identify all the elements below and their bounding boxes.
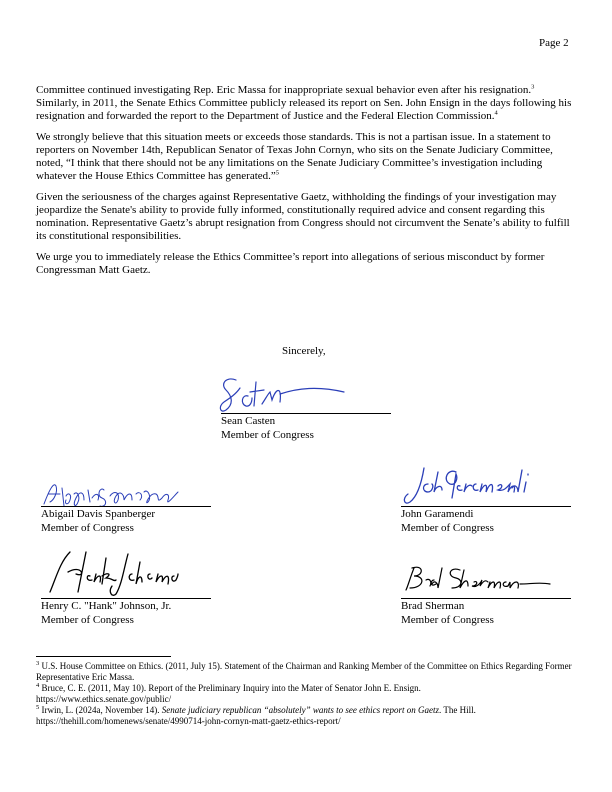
signature-garamendi bbox=[400, 462, 550, 508]
paragraph-1-text-b: Similarly, in 2011, the Senate Ethics Committee publicly released its report on Sen. John Ensign in the days following his resignation and forwarded the report to the Department of Justice and the Federal Election Commission. bbox=[36, 97, 572, 122]
signer-name: Henry C. "Hank" Johnson, Jr. bbox=[41, 600, 172, 612]
signature-block-spanberger bbox=[41, 506, 211, 535]
closing: Sincerely, bbox=[282, 345, 326, 357]
signature-block-johnson bbox=[41, 598, 211, 627]
paragraph-1-text-a: Committee continued investigating Rep. Eric Massa for inappropriate sexual behavior even after his resignation. bbox=[36, 84, 532, 96]
signer-name: Abigail Davis Spanberger bbox=[41, 508, 156, 520]
paragraph-2-text: We strongly believe that this situation meets or exceeds those standards. This is not a partisan issue. In a statement to reporters on November 14th, Republican Senator of Texas John Cornyn, who sits on the Senate Judiciary Committee, noted, “I think that there should not be any limitations on the Senate Judiciary Committee’s investigation including whatever the House Ethics Committee has generated.” bbox=[36, 131, 553, 182]
footnote-ref-4[interactable]: 4 bbox=[494, 109, 498, 117]
paragraph-1 bbox=[36, 84, 576, 123]
footnote-4 bbox=[36, 683, 581, 704]
signature-block-garamendi bbox=[401, 506, 571, 535]
page-number: Page 2 bbox=[539, 37, 569, 49]
footnote-separator bbox=[36, 656, 171, 657]
footnote-number: 3 bbox=[36, 660, 40, 667]
paragraph-2 bbox=[36, 131, 576, 183]
footnote-article-title: Senate judiciary republican “absolutely” wants to see ethics report on Gaetz bbox=[161, 705, 440, 715]
footnote-link[interactable]: https://thehill.com/homenews/senate/4990714-john-cornyn-matt-gaetz-ethics-report/ bbox=[36, 715, 341, 726]
signer-name: Sean Casten bbox=[221, 415, 276, 427]
signer-name: Brad Sherman bbox=[401, 600, 465, 612]
footnote-3 bbox=[36, 661, 581, 682]
signer-title: Member of Congress bbox=[401, 614, 494, 626]
signer-name: John Garamendi bbox=[401, 508, 474, 520]
signature-johnson bbox=[42, 548, 192, 600]
signer-title: Member of Congress bbox=[41, 614, 134, 626]
footnote-number: 4 bbox=[36, 682, 40, 689]
signer-title: Member of Congress bbox=[41, 522, 134, 534]
footnote-source: . The Hill. bbox=[439, 705, 476, 715]
signature-casten bbox=[218, 374, 348, 416]
footnote-link[interactable]: https://www.ethics.senate.gov/public/ bbox=[36, 693, 172, 704]
signature-block-casten bbox=[221, 413, 391, 442]
signature-sherman bbox=[404, 562, 554, 594]
signature-block-sherman bbox=[401, 598, 571, 627]
signer-title: Member of Congress bbox=[221, 429, 314, 441]
signer-title: Member of Congress bbox=[401, 522, 494, 534]
footnote-text: Irwin, L. (2024a, November 14). bbox=[39, 705, 162, 715]
footnote-5 bbox=[36, 705, 581, 726]
footnote-ref-5[interactable]: 5 bbox=[275, 169, 280, 177]
footnote-ref-3[interactable]: 3 bbox=[531, 83, 535, 91]
paragraph-4: We urge you to immediately release the Ethics Committee’s report into allegations of serious misconduct by former Congressman Matt Gaetz. bbox=[36, 251, 545, 276]
footnote-number: 5 bbox=[36, 704, 40, 711]
footnotes bbox=[36, 661, 581, 727]
paragraph-3: Given the seriousness of the charges against Representative Gaetz, withholding the findings of your investigation may jeopardize the Senate's ability to provide fully informed, constitutionally required advice and consent regarding this nomination. Representative Gaetz’s abrupt resignation from Congress should not circumvent the Senate’s ability to fulfill its constitutional responsibilities. bbox=[36, 191, 570, 242]
footnote-text: U.S. House Committee on Ethics. (2011, July 15). Statement of the Chairman and Ranking Member of the Committee on Ethics Regarding Former Representative Eric Massa. bbox=[36, 661, 572, 682]
footnote-text: Bruce, C. E. (2011, May 10). Report of the Preliminary Inquiry into the Mater of Senator John E. Ensign. bbox=[39, 683, 421, 693]
letter-body bbox=[36, 84, 576, 285]
